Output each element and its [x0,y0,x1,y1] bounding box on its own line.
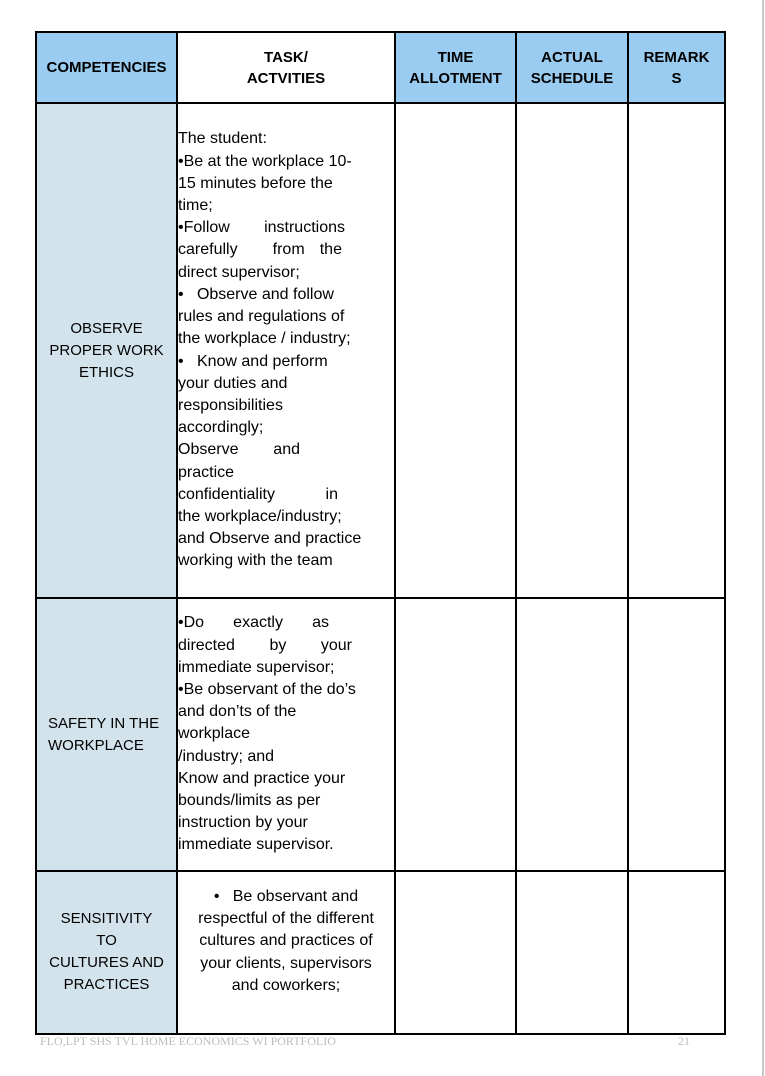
task-cell: The student: •Be at the workplace 10- 15 minutes before the time; •Follow instructions carefully from the direct supervisor; • Observe and follow rules and regulations of the workplace / industry; • Know and perform your duties and responsibilities accordingly; Observe and practice confidentiality in the workplace/industry; and Observe and practice working with the team [177,103,395,598]
actual-schedule-cell [516,103,628,598]
time-allotment-cell [395,103,516,598]
competency-cell: OBSERVE PROPER WORK ETHICS [36,103,177,598]
task-cell: • Be observant and respectful of the different cultures and practices of your clients, supervisors and coworkers; [177,871,395,1034]
remarks-cell [628,103,725,598]
actual-schedule-cell [516,871,628,1034]
page-edge-line [762,0,764,1076]
footer-portfolio-title: FLO,LPT SHS TVL HOME ECONOMICS WI PORTFOLIO [40,1034,336,1048]
time-allotment-cell [395,871,516,1034]
competency-cell: SENSITIVITY TO CULTURES AND PRACTICES [36,871,177,1034]
task-cell: •Do exactly as directed by your immediate supervisor; •Be observant of the do’s and don’ts of the workplace /industry; and Know and practice your bounds/limits as per instruction by your immediate supervisor. [177,598,395,871]
competency-cell: SAFETY IN THE WORKPLACE [36,598,177,871]
header-row [36,32,725,103]
actual-schedule-cell [516,598,628,871]
time-allotment-cell [395,598,516,871]
header-remarks: REMARK S [628,32,725,103]
table-row [36,598,725,871]
header-competencies: COMPETENCIES [36,32,177,103]
header-task-activities: TASK/ ACTVITIES [177,32,395,103]
table-row [36,103,725,598]
header-actual-schedule: ACTUAL SCHEDULE [516,32,628,103]
header-time-allotment: TIME ALLOTMENT [395,32,516,103]
footer-page-number: 21 [678,1034,690,1048]
remarks-cell [628,598,725,871]
work-immersion-table [35,31,726,1035]
remarks-cell [628,871,725,1034]
table-row [36,871,725,1034]
